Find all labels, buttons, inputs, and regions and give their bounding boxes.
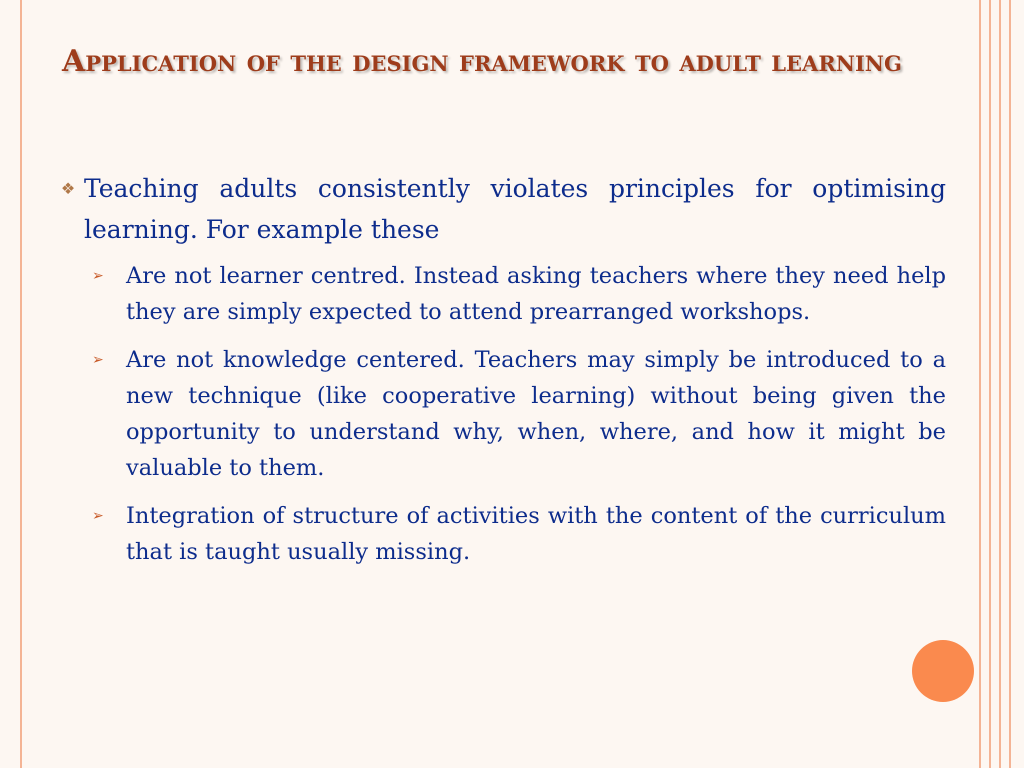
main-bullet-text: Teaching adults consistently violates principles for optimising learning. For example these (84, 174, 946, 244)
decorative-dot (912, 640, 974, 702)
sub-bullet (90, 258, 946, 330)
sub-bullet-text: Integration of structure of activities with the content of the curriculum that is taught usually missing. (126, 503, 946, 565)
sub-bullet-text: Are not knowledge centered. Teachers may simply be introduced to a new technique (like cooperative learning) without being given the opportunity to understand why, when, where, and how it might be valuable to them. (126, 347, 946, 481)
slide-body (52, 168, 946, 582)
sub-bullet-list (90, 258, 946, 570)
slide-title: Application of the design framework to adult learning (62, 44, 902, 79)
sub-bullet-text: Are not learner centred. Instead asking teachers where they need help they are simply expected to attend prearranged workshops. (126, 263, 946, 325)
arrow-bullet-icon: ➢ (92, 268, 104, 284)
arrow-bullet-icon: ➢ (92, 352, 104, 368)
frame-line-right-3 (999, 0, 1001, 768)
sub-bullet (90, 342, 946, 486)
frame-line-left (20, 0, 22, 768)
diamond-bullet-icon: ❖ (60, 179, 76, 198)
arrow-bullet-icon: ➢ (92, 508, 104, 524)
frame-line-right-4 (1009, 0, 1011, 768)
frame-line-right-2 (989, 0, 991, 768)
sub-bullet (90, 498, 946, 570)
frame-line-right-1 (979, 0, 981, 768)
main-bullet (52, 168, 946, 250)
